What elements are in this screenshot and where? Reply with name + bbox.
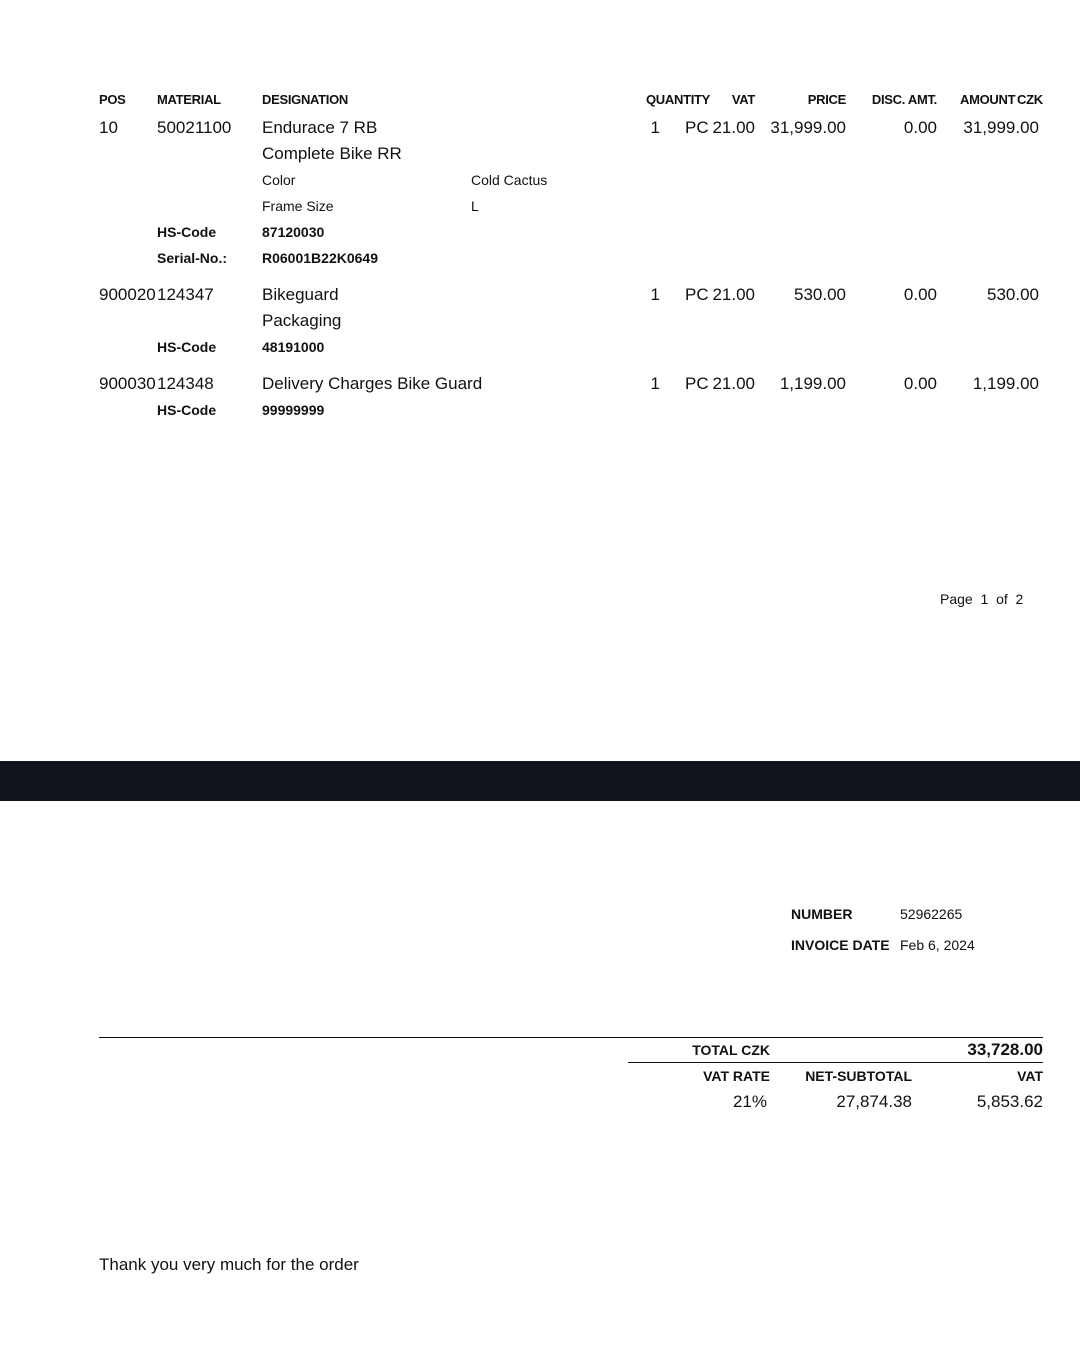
item-material: 124347 [157,285,214,304]
item-disc: 0.00 [903,118,937,137]
item-qty: 1 [650,285,660,304]
item-designation: Bikeguard [262,285,339,304]
item-unit: PC [685,285,709,304]
total-label: TOTAL CZK [692,1042,770,1058]
col-material: MATERIAL [157,92,221,107]
item-price: 530.00 [794,285,846,304]
hs-code-value: 87120030 [262,224,325,240]
item-vat: 21.00 [712,374,755,393]
net-subtotal-label: NET-SUBTOTAL [805,1068,912,1084]
item-vat: 21.00 [712,285,755,304]
item-vat: 21.00 [712,118,755,137]
item-designation-line2: Complete Bike RR [262,144,402,163]
page-number: 1 [980,591,989,607]
totals-inner-rule [628,1062,1043,1063]
vat-rate-value: 21% [732,1092,767,1111]
item-pos: 900030 [99,374,156,393]
item-pos: 900020 [99,285,156,304]
hs-code-value: 48191000 [262,339,325,355]
serial-label: Serial-No.: [157,250,228,266]
col-quantity: QUANTITY [646,92,711,107]
col-currency: CZK [1017,92,1043,107]
col-designation: DESIGNATION [262,92,349,107]
attribute-value-color: Cold Cactus [471,172,548,188]
col-price: PRICE [807,92,846,107]
hs-code-label: HS-Code [157,402,217,418]
item-amount: 31,999.00 [963,118,1039,137]
item-designation: Delivery Charges Bike Guard [262,374,483,393]
item-qty: 1 [650,374,660,393]
item-pos: 10 [99,118,118,137]
vat-amount-value: 5,853.62 [976,1092,1043,1111]
item-designation: Endurace 7 RB [262,118,378,137]
attribute-label-frame-size: Frame Size [262,198,334,214]
item-price: 1,199.00 [779,374,846,393]
totals-top-rule [99,1037,1043,1038]
thank-you-note: Thank you very much for the order [99,1255,359,1274]
item-amount: 1,199.00 [972,374,1039,393]
invoice-number-label: NUMBER [791,906,853,922]
hs-code-value: 99999999 [262,402,325,418]
invoice-date-label: INVOICE DATE [791,937,890,953]
invoice-number: 52962265 [900,906,963,922]
page-of-label: of [996,591,1008,607]
hs-code-label: HS-Code [157,339,217,355]
col-vat: VAT [731,92,755,107]
item-material: 124348 [157,374,214,393]
vat-rate-label: VAT RATE [703,1068,770,1084]
page-total: 2 [1015,591,1024,607]
item-qty: 1 [650,118,660,137]
net-subtotal-value: 27,874.38 [836,1092,912,1111]
item-material: 50021100 [157,118,232,137]
item-unit: PC [685,374,709,393]
page-label: Page [940,591,973,607]
item-amount: 530.00 [987,285,1039,304]
invoice-date: Feb 6, 2024 [900,937,975,953]
col-pos: POS [99,92,126,107]
attribute-label-color: Color [262,172,296,188]
total-amount: 33,728.00 [967,1040,1043,1059]
vat-label: VAT [1017,1068,1043,1084]
col-amount: AMOUNT [960,92,1016,107]
item-price: 31,999.00 [770,118,846,137]
page-divider [0,761,1080,801]
item-disc: 0.00 [903,374,937,393]
attribute-value-frame-size: L [471,198,479,214]
serial-value: R06001B22K0649 [262,250,378,266]
hs-code-label: HS-Code [157,224,217,240]
col-disc-amt: DISC. AMT. [871,92,937,107]
item-unit: PC [685,118,709,137]
item-designation-line2: Packaging [262,311,342,330]
item-disc: 0.00 [903,285,937,304]
page-indicator [940,591,1023,607]
